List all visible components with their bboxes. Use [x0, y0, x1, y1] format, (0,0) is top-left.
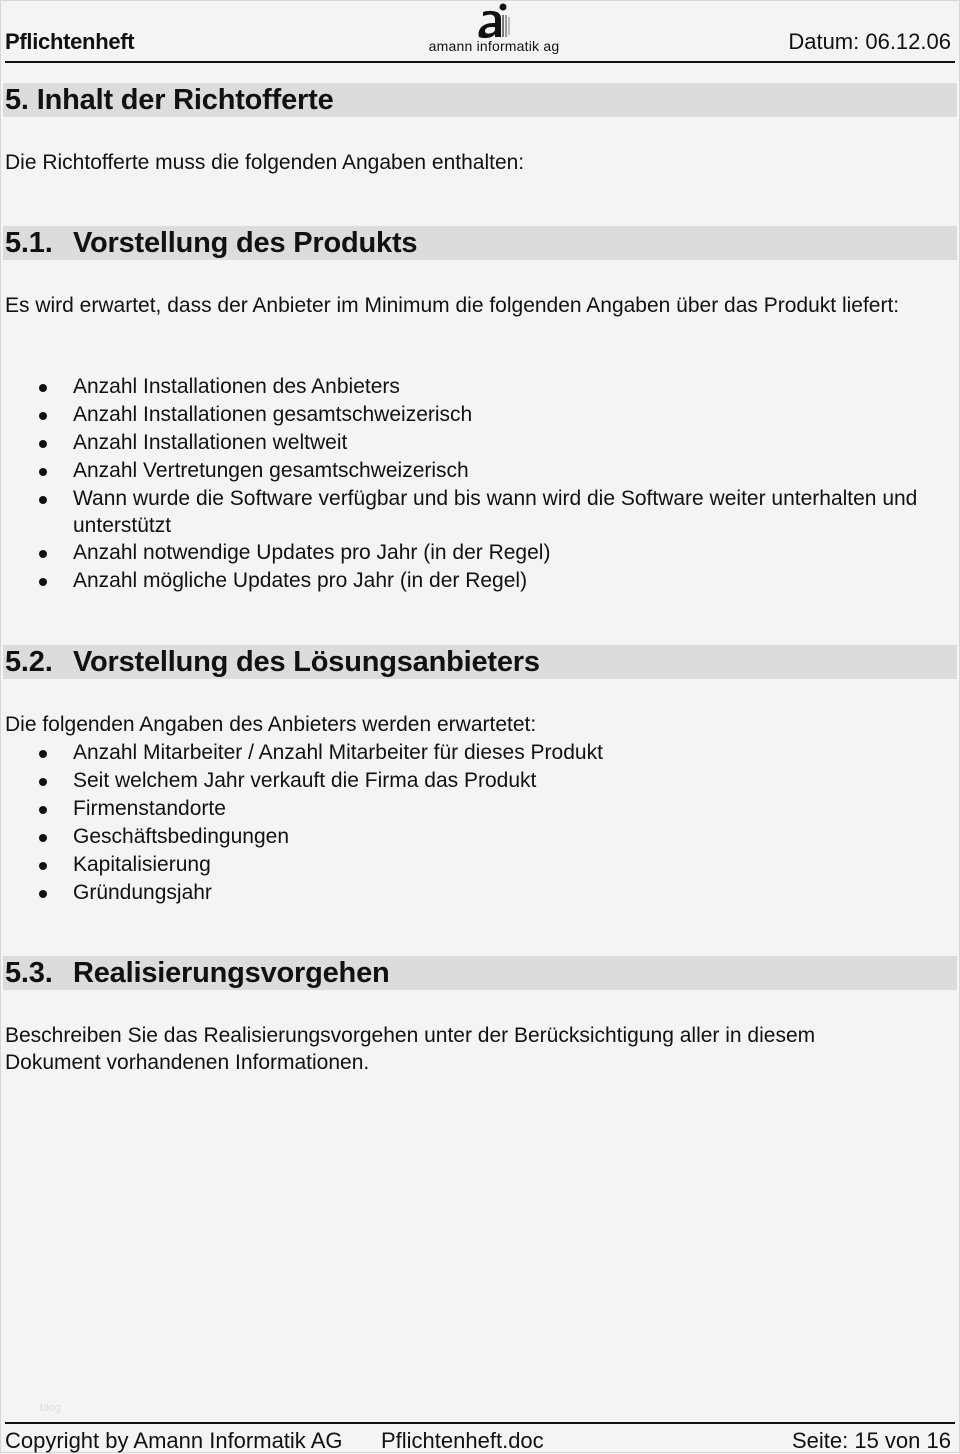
section-heading-5-3	[3, 956, 957, 990]
page-footer	[5, 1422, 955, 1454]
filename-text: Pflichtenheft.doc	[381, 1428, 544, 1453]
company-logo	[419, 3, 569, 57]
list-item: Firmenstandorte	[1, 795, 955, 823]
watermark: blog	[40, 1402, 61, 1414]
list-item: Anzahl notwendige Updates pro Jahr (in der Regel)	[1, 539, 955, 567]
bullet-icon	[39, 890, 47, 898]
list-item: Wann wurde die Software verfügbar und bis wann wird die Software weiter unterhalten und unterstützt	[1, 485, 955, 539]
section-title: Vorstellung des Produkts	[73, 227, 418, 259]
copyright-text: Copyright by Amann Informatik AG	[5, 1428, 343, 1453]
list-item: Kapitalisierung	[1, 851, 955, 879]
list-item: Gründungsjahr	[1, 879, 955, 907]
section-title: Inhalt der Richtofferte	[36, 84, 334, 116]
section-number: 5.2.	[5, 646, 53, 678]
section-title: Vorstellung des Lösungsanbieters	[73, 646, 540, 678]
bullet-icon	[39, 440, 47, 448]
bullet-icon	[39, 384, 47, 392]
bullet-icon	[39, 496, 47, 504]
bullet-icon	[39, 550, 47, 558]
document-title: Pflichtenheft	[5, 29, 135, 54]
section-number: 5.3.	[5, 957, 53, 989]
bullet-icon	[39, 806, 47, 814]
logo-text: amann informatik ag	[428, 38, 560, 54]
list-item: Anzahl Vertretungen gesamtschweizerisch	[1, 457, 955, 485]
section-5-1-intro: Es wird erwartet, dass der Anbieter im Minimum die folgenden Angaben über das Produkt liefert:	[5, 294, 900, 317]
list-item: Seit welchem Jahr verkauft die Firma das Produkt	[1, 767, 955, 795]
ai-logo-icon	[475, 3, 515, 39]
page-number: Seite: 15 von 16	[791, 1428, 951, 1453]
list-item: Anzahl Installationen des Anbieters	[1, 373, 955, 401]
list-item: Anzahl Installationen weltweit	[1, 429, 955, 457]
document-date: Datum: 06.12.06	[788, 29, 951, 54]
section-title: Realisierungsvorgehen	[73, 957, 390, 989]
section-heading-5	[3, 83, 957, 117]
bullet-icon	[39, 412, 47, 420]
section-heading-5-2	[3, 645, 957, 679]
bullet-icon	[39, 468, 47, 476]
bullet-icon	[39, 862, 47, 870]
section-number: 5.1.	[5, 227, 53, 259]
product-info-list	[1, 373, 955, 595]
section-5-3-intro: Beschreiben Sie das Realisierungsvorgehen unter der Berücksichtigung aller in diesem Dokument vorhandenen Informationen.	[5, 1024, 816, 1074]
section-5-2-intro: Die folgenden Angaben des Anbieters werden erwartetet:	[5, 713, 537, 736]
list-item: Geschäftsbedingungen	[1, 823, 955, 851]
list-item: Anzahl mögliche Updates pro Jahr (in der Regel)	[1, 567, 955, 595]
section-number: 5.	[5, 84, 29, 116]
vendor-info-list	[1, 739, 955, 907]
bullet-icon	[39, 750, 47, 758]
section-heading-5-1	[3, 226, 957, 260]
bullet-icon	[39, 578, 47, 586]
list-item: Anzahl Installationen gesamtschweizerisch	[1, 401, 955, 429]
bullet-icon	[39, 778, 47, 786]
bullet-icon	[39, 834, 47, 842]
page-header	[5, 1, 955, 63]
section-5-intro: Die Richtofferte muss die folgenden Angaben enthalten:	[5, 151, 525, 174]
list-item: Anzahl Mitarbeiter / Anzahl Mitarbeiter für dieses Produkt	[1, 739, 955, 767]
